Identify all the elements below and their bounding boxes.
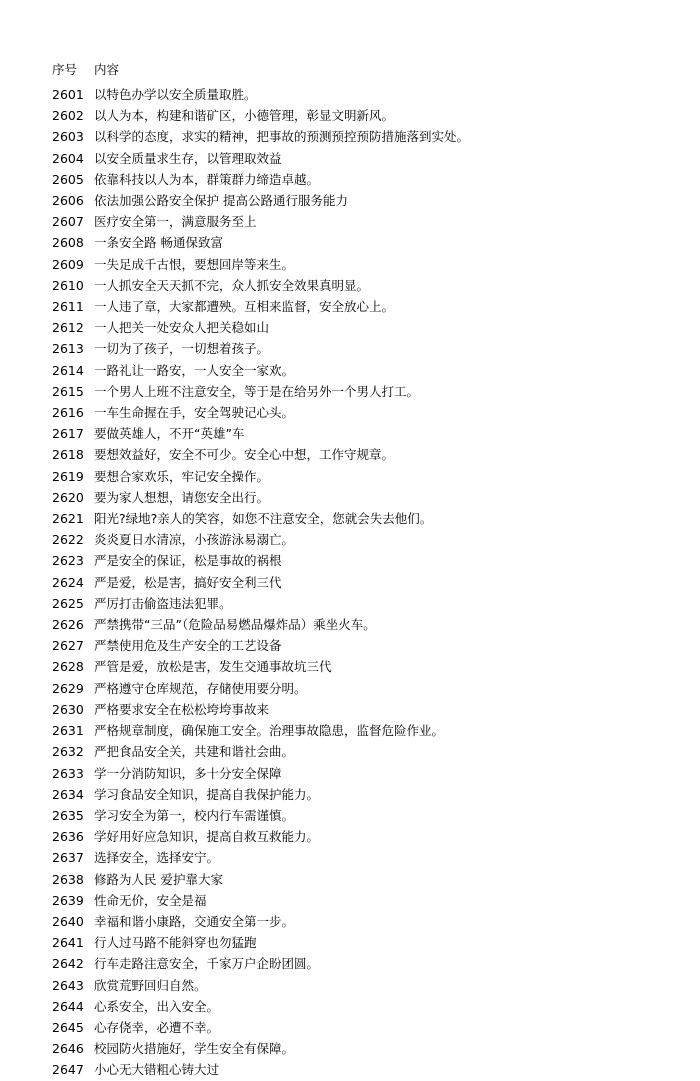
row-content: 以科学的态度，求实的精神，把事故的预测预控预防措施落到实处。 bbox=[94, 129, 470, 145]
row-number: 2614 bbox=[52, 362, 84, 378]
table-row bbox=[52, 635, 648, 656]
table-row bbox=[52, 656, 648, 677]
row-content: 一路礼让一路安，一人安全一家欢。 bbox=[94, 362, 295, 378]
row-number: 2636 bbox=[52, 829, 84, 845]
row-content: 严把食品安全关，共建和谐社会曲。 bbox=[94, 744, 295, 760]
table-row bbox=[52, 381, 648, 402]
row-content: 以特色办学以安全质量取胜。 bbox=[94, 87, 257, 102]
header-number-label: 序号 bbox=[52, 62, 78, 77]
row-content: 学一分消防知识，多十分安全保障 bbox=[94, 765, 282, 781]
table-row bbox=[52, 826, 648, 847]
row-number: 2645 bbox=[52, 1019, 84, 1035]
row-content: 学好用好应急知识，提高自救互救能力。 bbox=[94, 829, 320, 845]
row-content: 小心无大错粗心铸大过 bbox=[94, 1062, 220, 1078]
row-content: 修路为人民 爱护靠大家 bbox=[94, 871, 223, 887]
row-content: 一切为了孩子，一切想着孩子。 bbox=[94, 341, 270, 357]
table-row bbox=[52, 784, 648, 805]
row-content: 要想效益好，安全不可少。安全心中想，工作守规章。 bbox=[94, 447, 395, 463]
slogan-list bbox=[52, 84, 648, 1081]
row-content: 以安全质量求生存，以管理取效益 bbox=[94, 150, 282, 166]
row-number: 2639 bbox=[52, 892, 84, 908]
row-content: 严是爱，松是害，搞好安全利三代 bbox=[94, 574, 282, 590]
header-content-label: 内容 bbox=[94, 62, 120, 77]
row-content: 严厉打击偷盗违法犯罪。 bbox=[94, 595, 232, 611]
row-content: 选择安全，选择安宁。 bbox=[94, 850, 220, 866]
table-row bbox=[52, 338, 648, 359]
row-number: 2626 bbox=[52, 617, 84, 633]
table-row bbox=[52, 254, 648, 275]
table-row bbox=[52, 911, 648, 932]
table-row bbox=[52, 1038, 648, 1059]
row-number: 2603 bbox=[52, 129, 84, 145]
row-content: 一个男人上班不注意安全，等于是在给另外一个男人打工。 bbox=[94, 383, 420, 399]
table-row bbox=[52, 84, 648, 105]
row-number: 2608 bbox=[52, 235, 84, 251]
row-number: 2619 bbox=[52, 468, 84, 484]
row-number: 2629 bbox=[52, 680, 84, 696]
row-content: 依法加强公路安全保护 提高公路通行服务能力 bbox=[94, 193, 348, 209]
row-content: 要想合家欢乐，牢记安全操作。 bbox=[94, 468, 270, 484]
row-content: 行车走路注意安全，千家万户企盼团圆。 bbox=[94, 956, 320, 972]
row-number: 2637 bbox=[52, 850, 84, 866]
row-number: 2623 bbox=[52, 553, 84, 569]
table-row bbox=[52, 466, 648, 487]
table-row bbox=[52, 847, 648, 868]
row-number: 2605 bbox=[52, 171, 84, 187]
table-row bbox=[52, 126, 648, 147]
row-content: 一车生命握在手，安全驾驶记心头。 bbox=[94, 405, 295, 421]
row-content: 一人把关一处安众人把关稳如山 bbox=[94, 320, 270, 336]
row-number: 2635 bbox=[52, 807, 84, 823]
row-content: 严格遵守仓库规范，存储使用要分明。 bbox=[94, 680, 307, 696]
row-content: 医疗安全第一，满意服务至上 bbox=[94, 214, 257, 230]
row-content: 幸福和谐小康路，交通安全第一步。 bbox=[94, 913, 295, 929]
table-row bbox=[52, 423, 648, 444]
row-content: 欣赏荒野回归自然。 bbox=[94, 977, 207, 993]
table-row bbox=[52, 699, 648, 720]
row-number: 2610 bbox=[52, 277, 84, 293]
row-number: 2628 bbox=[52, 659, 84, 675]
row-number: 2647 bbox=[52, 1062, 84, 1078]
table-row bbox=[52, 720, 648, 741]
row-number: 2606 bbox=[52, 193, 84, 209]
row-content: 一失足成千古恨，要想回岸等来生。 bbox=[94, 256, 295, 272]
row-number: 2630 bbox=[52, 701, 84, 717]
table-row bbox=[52, 593, 648, 614]
row-content: 严管是爱，放松是害，发生交通事故坑三代 bbox=[94, 659, 332, 675]
row-number: 2617 bbox=[52, 426, 84, 442]
row-content: 性命无价，安全是福 bbox=[94, 892, 207, 908]
row-number: 2646 bbox=[52, 1041, 84, 1057]
table-row bbox=[52, 763, 648, 784]
row-content: 依靠科技以人为本，群策群力缔造卓越。 bbox=[94, 171, 320, 187]
row-content: 严格规章制度，确保施工安全。治理事故隐患，监督危险作业。 bbox=[94, 723, 445, 739]
table-row bbox=[52, 1059, 648, 1080]
row-number: 2615 bbox=[52, 383, 84, 399]
table-header bbox=[52, 60, 648, 80]
row-content: 一条安全路 畅通保致富 bbox=[94, 235, 223, 251]
table-row bbox=[52, 805, 648, 826]
table-row bbox=[52, 105, 648, 126]
table-row bbox=[52, 360, 648, 381]
table-row bbox=[52, 953, 648, 974]
table-row bbox=[52, 275, 648, 296]
table-row bbox=[52, 572, 648, 593]
row-content: 严禁使用危及生产安全的工艺设备 bbox=[94, 638, 282, 654]
row-content: 要做英雄人，不开“英雄”车 bbox=[94, 426, 245, 442]
row-content: 以人为本，构建和谐矿区，小德管理，彰显文明新风。 bbox=[94, 108, 395, 124]
row-number: 2624 bbox=[52, 574, 84, 590]
table-row bbox=[52, 932, 648, 953]
row-number: 2622 bbox=[52, 532, 84, 548]
row-number: 2611 bbox=[52, 299, 84, 315]
row-number: 2604 bbox=[52, 150, 84, 166]
row-number: 2638 bbox=[52, 871, 84, 887]
row-number: 2620 bbox=[52, 489, 84, 505]
row-content: 心系安全，出入安全。 bbox=[94, 998, 220, 1014]
row-number: 2621 bbox=[52, 511, 84, 527]
row-number: 2616 bbox=[52, 405, 84, 421]
row-content: 行人过马路不能斜穿也勿猛跑 bbox=[94, 935, 257, 951]
row-content: 阳光?绿地?亲人的笑容，如您不注意安全，您就会失去他们。 bbox=[94, 511, 433, 527]
table-row bbox=[52, 169, 648, 190]
row-content: 炎炎夏日水清凉，小孩游泳易溺亡。 bbox=[94, 532, 295, 548]
row-content: 学习安全为第一，校内行车需谨慎。 bbox=[94, 807, 295, 823]
table-row bbox=[52, 614, 648, 635]
row-number: 2607 bbox=[52, 214, 84, 230]
table-row bbox=[52, 317, 648, 338]
row-content: 要为家人想想，请您安全出行。 bbox=[94, 489, 270, 505]
row-content: 学习食品安全知识，提高自我保护能力。 bbox=[94, 786, 320, 802]
row-content: 严格要求安全在松松垮垮事故来 bbox=[94, 701, 270, 717]
row-number: 2632 bbox=[52, 744, 84, 760]
row-content: 一人违了章，大家都遭殃。互相来监督，安全放心上。 bbox=[94, 299, 395, 315]
table-row bbox=[52, 444, 648, 465]
table-row bbox=[52, 996, 648, 1017]
row-number: 2640 bbox=[52, 913, 84, 929]
row-number: 2612 bbox=[52, 320, 84, 336]
row-number: 2618 bbox=[52, 447, 84, 463]
table-row bbox=[52, 678, 648, 699]
row-number: 2631 bbox=[52, 723, 84, 739]
row-number: 2601 bbox=[52, 87, 84, 102]
table-row bbox=[52, 232, 648, 253]
row-number: 2602 bbox=[52, 108, 84, 124]
table-row bbox=[52, 190, 648, 211]
row-number: 2625 bbox=[52, 595, 84, 611]
table-row bbox=[52, 148, 648, 169]
table-row bbox=[52, 869, 648, 890]
row-number: 2633 bbox=[52, 765, 84, 781]
row-content: 一人抓安全天天抓不完，众人抓安全效果真明显。 bbox=[94, 277, 370, 293]
row-number: 2613 bbox=[52, 341, 84, 357]
row-content: 心存侥幸，必遭不幸。 bbox=[94, 1019, 220, 1035]
table-row bbox=[52, 402, 648, 423]
row-number: 2609 bbox=[52, 256, 84, 272]
row-content: 严禁携带“三品”（危险品易燃品爆炸品）乘坐火车。 bbox=[94, 617, 376, 633]
row-number: 2634 bbox=[52, 786, 84, 802]
row-number: 2643 bbox=[52, 977, 84, 993]
row-number: 2644 bbox=[52, 998, 84, 1014]
table-row bbox=[52, 211, 648, 232]
table-row bbox=[52, 1017, 648, 1038]
table-row bbox=[52, 975, 648, 996]
row-number: 2642 bbox=[52, 956, 84, 972]
table-row bbox=[52, 529, 648, 550]
table-row bbox=[52, 487, 648, 508]
table-row bbox=[52, 550, 648, 571]
row-content: 严是安全的保证，松是事故的祸根 bbox=[94, 553, 282, 569]
row-number: 2627 bbox=[52, 638, 84, 654]
table-row bbox=[52, 296, 648, 317]
row-content: 校园防火措施好，学生安全有保障。 bbox=[94, 1041, 295, 1057]
table-row bbox=[52, 890, 648, 911]
table-row bbox=[52, 508, 648, 529]
row-number: 2641 bbox=[52, 935, 84, 951]
table-row bbox=[52, 741, 648, 762]
